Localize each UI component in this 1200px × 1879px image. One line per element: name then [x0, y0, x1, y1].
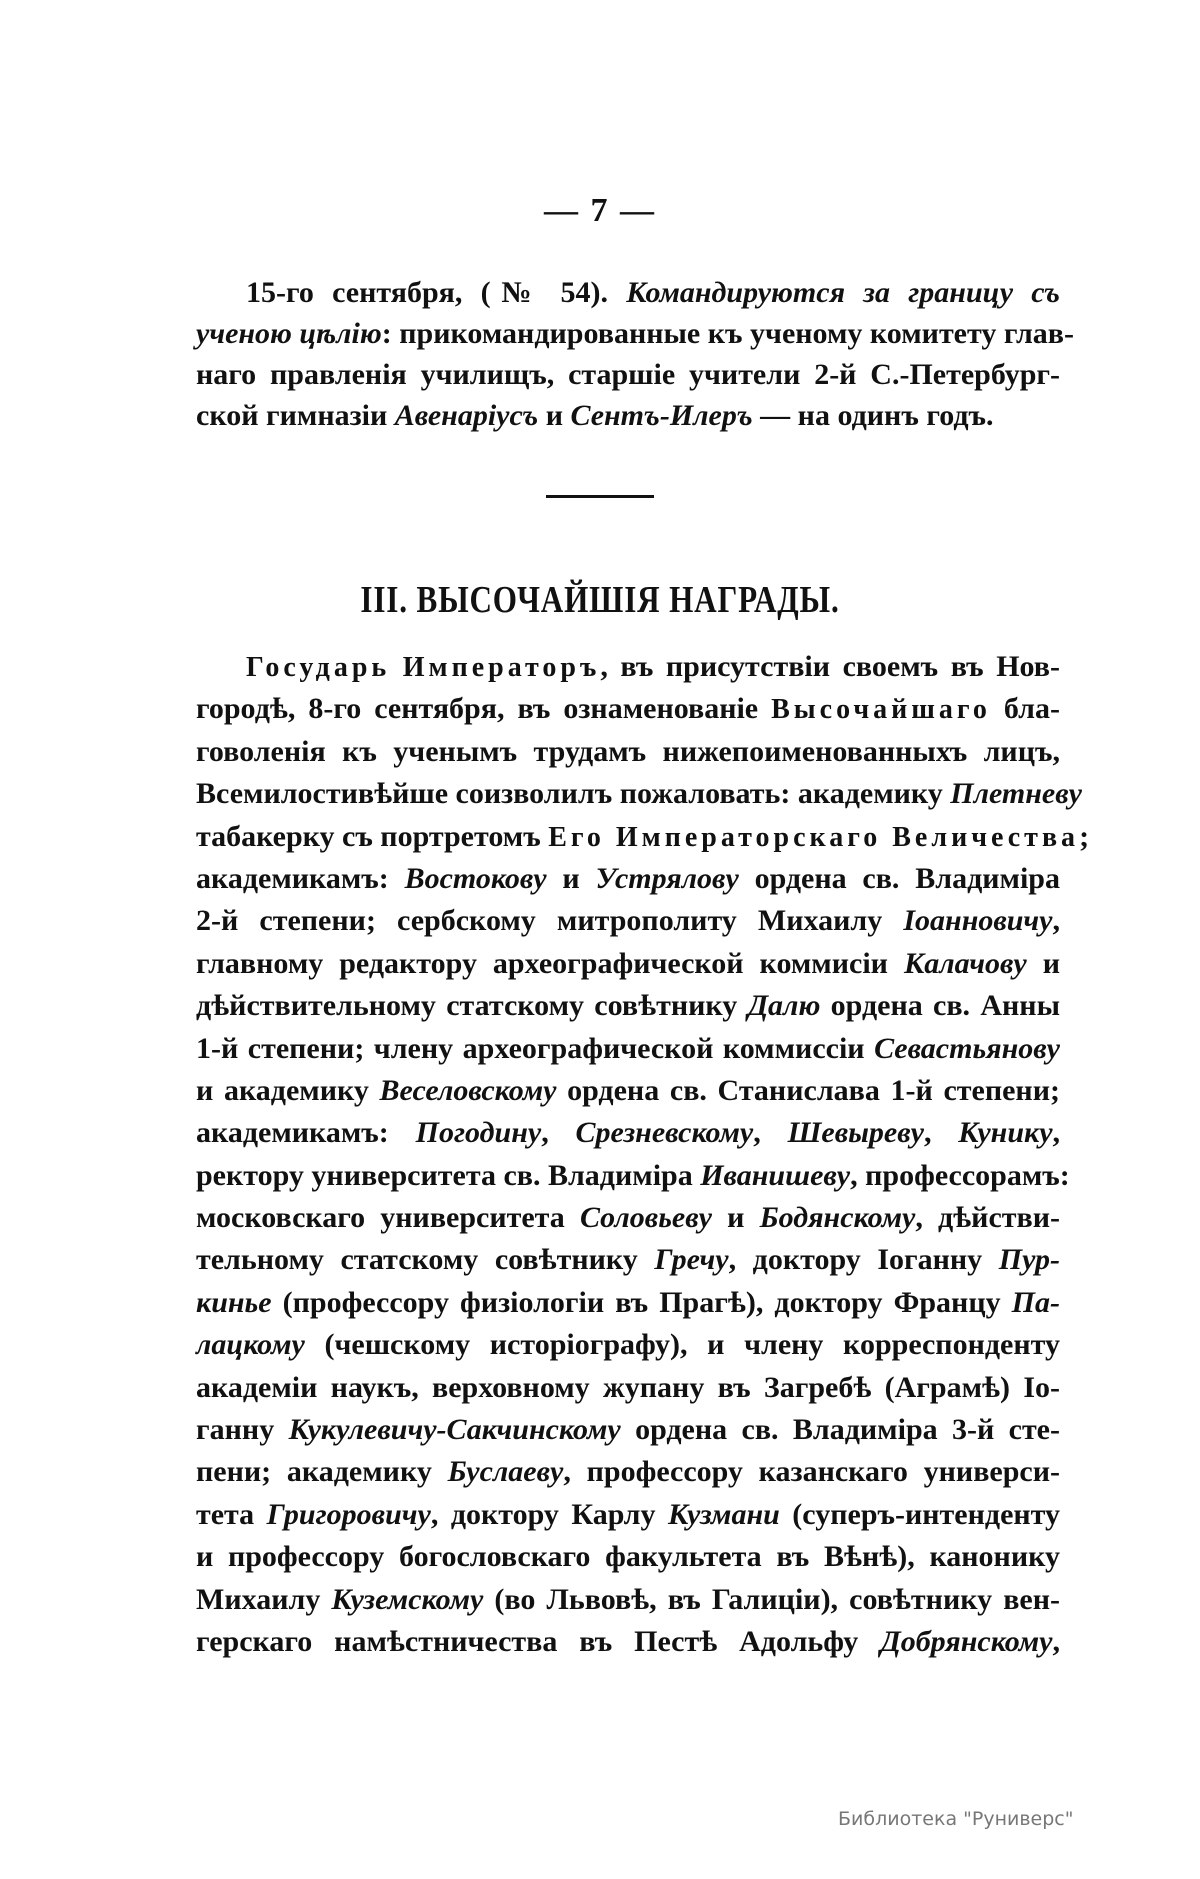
text-segment: Его Императорскаго Величества — [548, 821, 1080, 853]
text-line — [196, 1028, 1060, 1070]
text-segment: , профессорамъ: — [850, 1158, 1070, 1192]
text-line — [196, 1324, 1060, 1366]
text-segment: Всемилостивѣйше соизволилъ пожаловать: академику — [196, 777, 951, 811]
text-segment: (во Львовѣ, въ Галиціи), совѣтнику вен- — [483, 1582, 1060, 1616]
text-segment: академіи наукъ, верховному жупану въ Загребѣ (Аграмѣ) Іо- — [196, 1370, 1060, 1404]
text-segment: городѣ, 8-го сентября, въ ознаменованіе — [196, 692, 772, 726]
text-segment: ректору университета св. Владиміра — [196, 1158, 701, 1192]
italic-name: Командируются за границу съ — [626, 276, 1060, 309]
text-segment: Высочайшаго — [771, 694, 991, 726]
text-segment: , — [541, 1116, 576, 1150]
text-segment: и — [711, 1201, 760, 1235]
italic-name: Соловьеву — [579, 1201, 712, 1235]
italic-name: Калачову — [903, 946, 1027, 980]
text-segment: , — [1052, 904, 1060, 938]
italic-name: Буслаеву — [447, 1455, 564, 1489]
italic-name: ученою цѣлію — [196, 317, 382, 350]
text-segment: , — [1052, 1624, 1060, 1658]
text-segment: главному редактору археографической коммисіи — [196, 946, 904, 980]
text-segment: и — [1026, 946, 1060, 980]
text-line — [196, 731, 1060, 773]
text-segment: ордена св. Анны — [820, 989, 1060, 1023]
text-segment: московскаго университета — [196, 1201, 580, 1235]
text-line — [196, 900, 1060, 942]
text-segment: — на одинъ годъ. — [752, 399, 994, 432]
italic-name: Иванишеву — [700, 1158, 851, 1192]
text-segment: , доктору Карлу — [430, 1497, 668, 1531]
text-line — [196, 943, 1060, 985]
text-line — [196, 816, 1090, 858]
text-segment: тета — [196, 1497, 267, 1531]
text-segment: ганну — [196, 1413, 289, 1447]
text-segment: дѣйствительному статскому совѣтнику — [196, 989, 748, 1023]
text-segment: академикамъ: — [196, 861, 405, 895]
italic-name: Кукулевичу-Сакчинскому — [288, 1413, 621, 1447]
text-segment: (профессору физіологіи въ Прагѣ), доктору Францу — [271, 1285, 1012, 1319]
text-segment: , дѣйстви- — [915, 1201, 1060, 1235]
text-line — [196, 1451, 1060, 1493]
text-segment: , — [753, 1116, 788, 1150]
text-segment: и — [546, 861, 596, 895]
italic-name: лацкому — [196, 1328, 305, 1362]
italic-name: Авенаріусъ — [394, 399, 539, 432]
italic-name: кинье — [196, 1285, 272, 1319]
text-line — [196, 313, 1074, 354]
italic-name: Добрянскому — [880, 1624, 1053, 1658]
italic-name: Погодину — [415, 1116, 542, 1150]
text-line — [196, 985, 1060, 1027]
text-segment: говоленія къ ученымъ трудамъ нижепоименованныхъ лицъ, — [196, 734, 1060, 768]
italic-name: Востокову — [404, 861, 547, 895]
italic-name: Срезневскому — [575, 1116, 754, 1150]
text-line — [196, 1494, 1060, 1536]
italic-name: Гречу — [654, 1243, 729, 1277]
italic-name: Устрялову — [595, 861, 739, 895]
text-segment: бла- — [990, 692, 1060, 726]
text-line — [196, 395, 1060, 436]
italic-name: Бодянскому — [759, 1201, 916, 1235]
text-segment: ; — [1079, 819, 1090, 853]
text-segment: пени; академику — [196, 1455, 448, 1489]
text-segment: ордена св. Владиміра — [738, 861, 1060, 895]
text-segment: : прикомандированные къ ученому комитету глав- — [381, 317, 1074, 350]
text-segment: 15-го сентября, (№ 54). — [246, 276, 627, 309]
text-segment: наго правленія училищъ, старшіе учители 2-й С.-Петербург- — [196, 358, 1060, 391]
italic-name: Далю — [747, 989, 821, 1023]
text-line — [196, 1621, 1060, 1663]
section-divider — [546, 495, 654, 498]
text-segment: тельному статскому совѣтнику — [196, 1243, 655, 1277]
italic-name: Па- — [1011, 1285, 1060, 1319]
text-line — [196, 1239, 1060, 1281]
text-line — [196, 858, 1060, 900]
text-segment: ской гимназіи — [196, 399, 395, 432]
text-segment: , — [1052, 1116, 1061, 1150]
text-line — [196, 1070, 1060, 1112]
text-segment: (чешскому исторіографу), и члену корреспонденту — [304, 1328, 1060, 1362]
text-line — [196, 1155, 1070, 1197]
italic-name: Веселовскому — [379, 1073, 557, 1107]
text-segment: 2-й степени; сербскому митрополиту Михаилу — [196, 904, 904, 938]
text-line — [196, 1536, 1060, 1578]
text-line — [196, 272, 1060, 313]
text-segment: и — [538, 399, 571, 432]
text-segment: ордена св. Станислава 1-й степени; — [556, 1073, 1060, 1107]
text-segment: Государь — [246, 652, 391, 683]
text-segment: герскаго намѣстничества въ Пестѣ Адольфу — [196, 1624, 881, 1658]
text-line — [196, 646, 1060, 688]
text-segment: и академику — [196, 1073, 380, 1107]
text-line — [196, 773, 1082, 815]
text-segment: (суперъ-интенденту — [779, 1497, 1061, 1531]
text-line — [196, 1282, 1060, 1324]
section-heading: III. ВЫСОЧАЙШІЯ НАГРАДЫ. — [360, 579, 840, 621]
text-line — [196, 1112, 1060, 1154]
text-segment: Императоръ — [402, 652, 601, 683]
library-watermark: Библиотека "Руниверс" — [838, 1808, 1074, 1830]
italic-name: Сентъ-Илеръ — [570, 399, 753, 432]
text-segment: ордена св. Владиміра 3-й сте- — [620, 1413, 1060, 1447]
text-segment: 1-й степени; члену археографической коммиссіи — [196, 1031, 875, 1065]
text-line — [196, 1197, 1060, 1239]
page-number: — 7 — — [544, 192, 656, 229]
text-line — [196, 688, 1060, 730]
italic-name: Севастьянову — [874, 1031, 1060, 1065]
text-segment: табакерку съ портретомъ — [196, 819, 549, 853]
text-line — [196, 1579, 1060, 1621]
italic-name: Кузмани — [668, 1497, 780, 1531]
paragraph-awards — [196, 646, 1090, 1663]
text-segment: , въ присутствіи своемъ въ Нов- — [600, 650, 1060, 683]
italic-name: Григоровичу — [266, 1497, 431, 1531]
italic-name: Шевыреву — [787, 1116, 924, 1150]
text-segment: и профессору богословскаго факультета въ Вѣнѣ), канонику — [196, 1540, 1060, 1574]
text-line — [196, 1409, 1060, 1451]
italic-name: Куземскому — [331, 1582, 484, 1616]
italic-name: Плетневу — [950, 777, 1082, 811]
text-line — [196, 1367, 1060, 1409]
text-segment: , доктору Іоганну — [728, 1243, 999, 1277]
paragraph-commission — [196, 272, 1074, 436]
text-segment — [390, 650, 403, 683]
text-segment: , — [923, 1116, 959, 1150]
italic-name: Пур- — [998, 1243, 1060, 1277]
text-segment: академикамъ: — [196, 1116, 416, 1150]
text-line — [196, 354, 1060, 395]
text-segment: , профессору казанскаго универси- — [563, 1455, 1060, 1489]
text-segment: Михаилу — [196, 1582, 332, 1616]
italic-name: Кунику — [958, 1116, 1053, 1150]
italic-name: Іоанновичу — [903, 904, 1053, 938]
